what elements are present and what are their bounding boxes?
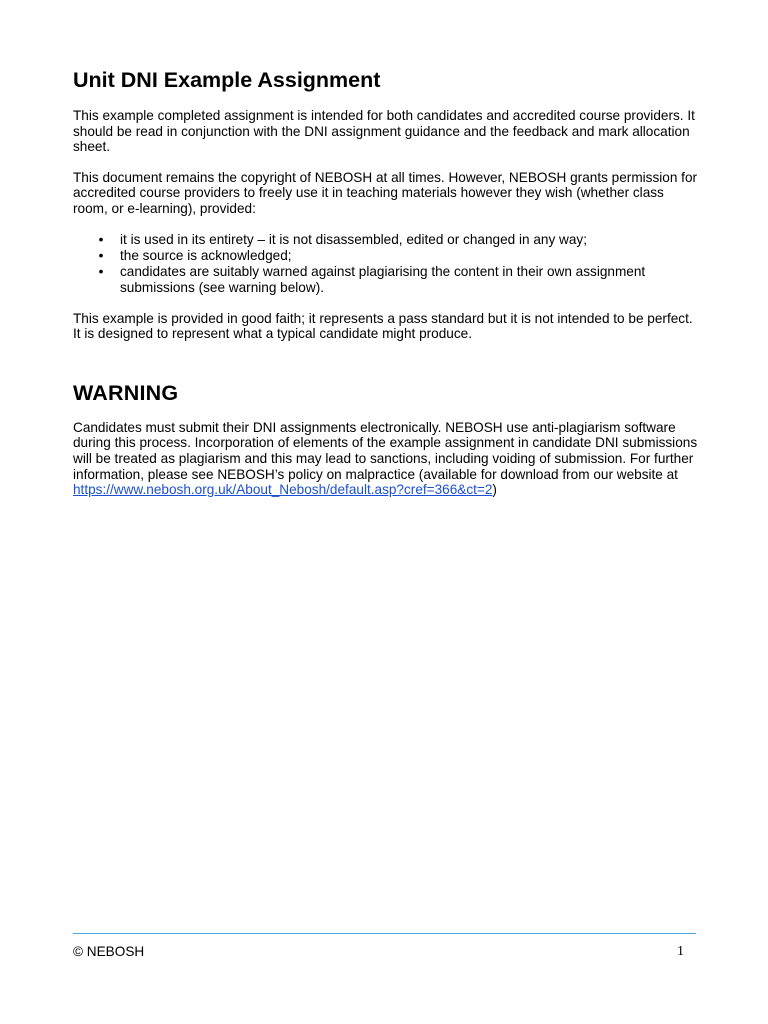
conditions-list [73, 232, 698, 296]
warning-paragraph [73, 420, 698, 498]
list-item-text: candidates are suitably warned against plagiarising the content in their own assignment submissions (see warning below). [120, 264, 646, 295]
bullet-icon: • [98, 231, 104, 247]
list-item [73, 248, 698, 264]
list-item-text: the source is acknowledged; [120, 247, 292, 263]
section-spacer [73, 357, 698, 379]
closing-parenthesis: ) [492, 482, 497, 498]
bullet-icon: • [98, 264, 104, 280]
footer-divider [73, 933, 696, 934]
warning-heading: WARNING [73, 380, 179, 405]
copyright-paragraph: This document remains the copyright of NEBOSH at all times. However, NEBOSH grants permission for accredited course providers to freely use it in teaching materials however they wish (whether class room, or e-learning), provided: [73, 169, 698, 216]
page-title: Unit DNI Example Assignment [73, 68, 381, 92]
list-item-text: it is used in its entirety – it is not disassembled, edited or changed in any way; [120, 231, 587, 247]
good-faith-paragraph: This example is provided in good faith; it represents a pass standard but it is not intended to be perfect. It is designed to represent what a typical candidate might produce. [73, 310, 693, 342]
warning-text: Candidates must submit their DNI assignments electronically. NEBOSH use anti-plagiarism software during this process. Incorporation of elements of the example assignment in candidate DNI submissions will be treated as plagiarism and this may lead to sanctions, including voiding of submission. For further information, please see NEBOSH’s policy on malpractice (available for download from our website at [73, 419, 698, 482]
list-item [73, 232, 698, 248]
page-number: 1 [677, 944, 684, 959]
footer-copyright: © NEBOSH [73, 944, 145, 959]
intro-paragraph: This example completed assignment is intended for both candidates and accredited course providers. It should be read in conjunction with the DNI assignment guidance and the feedback and mark allocation sheet. [73, 108, 695, 155]
list-item [73, 264, 698, 295]
page-body [73, 66, 698, 513]
bullet-icon: • [98, 247, 104, 263]
malpractice-policy-link[interactable]: https://www.nebosh.org.uk/About_Nebosh/default.asp?cref=366&ct=2 [73, 482, 493, 498]
